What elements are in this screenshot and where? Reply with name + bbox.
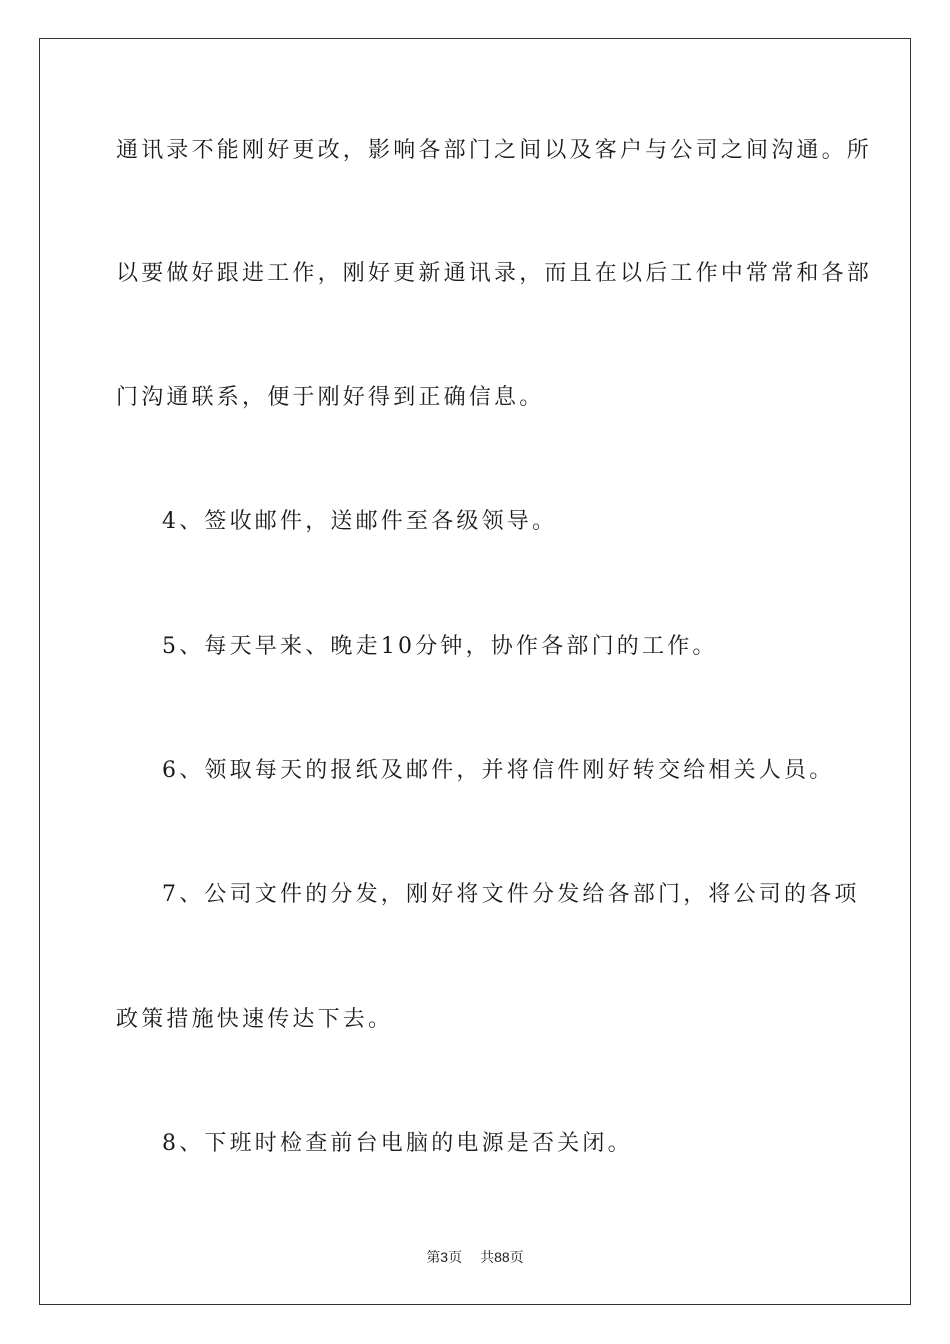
paragraph-line-3: 门沟通联系，便于刚好得到正确信息。 [116, 385, 545, 410]
list-item-4: 4、签收邮件，送邮件至各级领导。 [162, 509, 558, 534]
list-item-6: 6、领取每天的报纸及邮件，并将信件刚好转交给相关人员。 [162, 758, 835, 783]
page-footer [0, 1247, 950, 1267]
page-number: 第3页 [426, 1249, 463, 1265]
page-total: 共88页 [480, 1249, 524, 1265]
list-item-7-continuation: 政策措施快速传达下去。 [116, 1007, 394, 1032]
paragraph-line-2: 以要做好跟进工作，刚好更新通讯录，而且在以后工作中常常和各部 [116, 261, 873, 286]
page-frame [39, 38, 911, 1305]
list-item-5: 5、每天早来、晚走10分钟，协作各部门的工作。 [162, 634, 718, 659]
list-item-7: 7、公司文件的分发，刚好将文件分发给各部门，将公司的各项 [162, 882, 860, 907]
paragraph-line-1: 通讯录不能刚好更改，影响各部门之间以及客户与公司之间沟通。所 [116, 138, 873, 163]
list-item-8: 8、下班时检查前台电脑的电源是否关闭。 [162, 1131, 633, 1156]
